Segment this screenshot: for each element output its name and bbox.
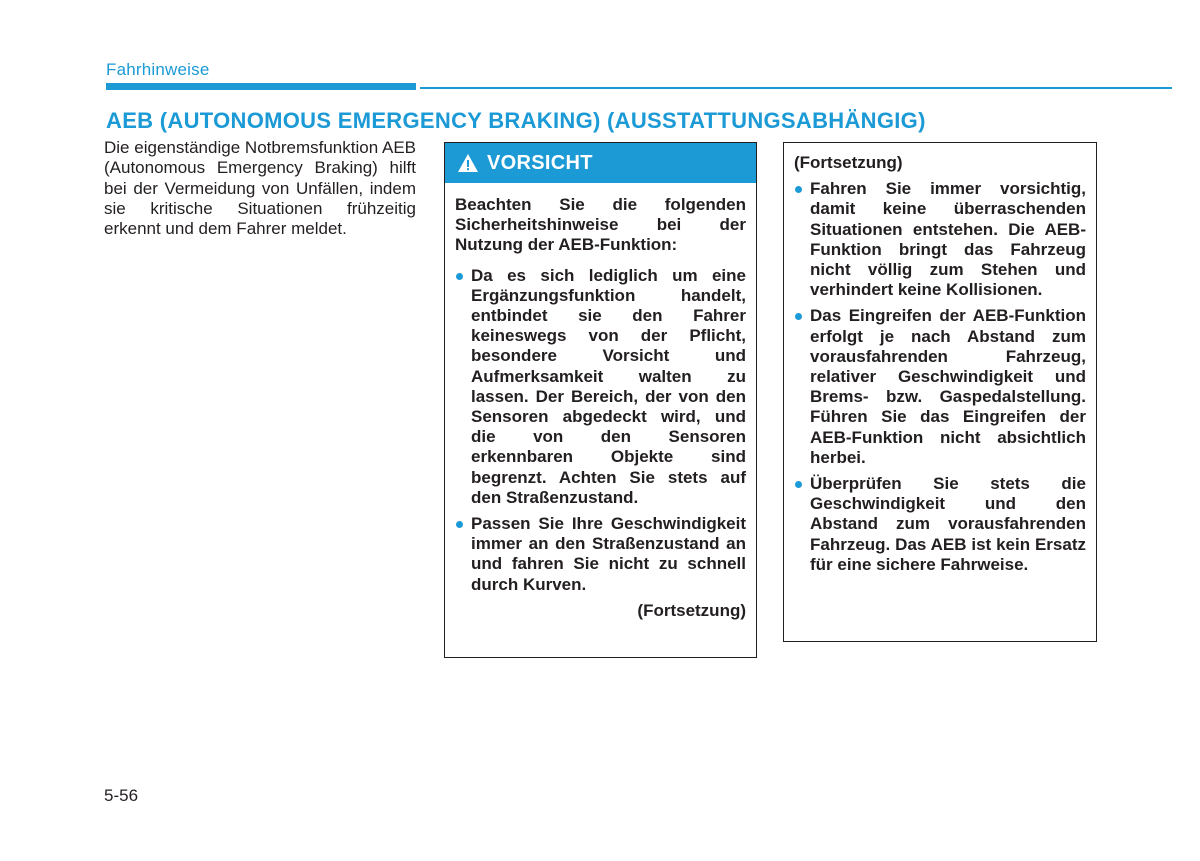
intro-paragraph: Die eigenständige Notbremsfunktion AEB (Autonomous Emergency Braking) hilft bei der Vermeidung von Unfällen, indem sie kritische Situationen frühzeitig erkennt und dem Fahrer meldet.	[104, 138, 416, 239]
continuation-bullet	[794, 306, 1086, 468]
warning-body	[445, 183, 756, 621]
warning-box	[444, 142, 757, 658]
warning-triangle-icon	[457, 153, 479, 173]
bullet-dot-icon	[795, 481, 802, 488]
warning-header	[445, 143, 756, 183]
warning-bullet-list	[455, 266, 746, 595]
continuation-bullet	[794, 179, 1086, 300]
continuation-bullet-text: Überprüfen Sie stets die Geschwindigkeit und den Abstand zum vorausfahrenden Fahrzeug. Das AEB ist kein Ersatz für eine sichere Fahrweise.	[810, 474, 1086, 574]
warning-bullet	[455, 266, 746, 508]
header-rule-thick	[106, 83, 416, 90]
warning-bullet	[455, 514, 746, 595]
page-title: AEB (AUTONOMOUS EMERGENCY BRAKING) (AUSSTATTUNGSABHÄNGIG)	[106, 108, 926, 133]
continuation-bullet	[794, 474, 1086, 575]
continued-label: (Fortsetzung)	[637, 600, 746, 620]
continuation-box	[783, 142, 1097, 642]
page-number: 5-56	[104, 786, 139, 805]
bullet-dot-icon	[795, 186, 802, 193]
continuation-bullet-list	[794, 179, 1086, 575]
bullet-dot-icon	[456, 521, 463, 528]
bullet-dot-icon	[795, 313, 802, 320]
continuation-heading: (Fortsetzung)	[794, 153, 903, 172]
warning-lead: Beachten Sie die folgenden Sicherheitshinweise bei der Nutzung der AEB-Funktion:	[455, 195, 746, 255]
bullet-dot-icon	[456, 273, 463, 280]
warning-bullet-text: Passen Sie Ihre Geschwindigkeit immer an den Straßenzustand an und fahren Sie nicht zu schnell durch Kurven.	[471, 514, 746, 594]
continuation-body	[784, 143, 1096, 575]
section-label: Fahrhinweise	[106, 60, 210, 79]
header-rule-thin	[420, 87, 1172, 89]
continuation-bullet-text: Fahren Sie immer vorsichtig, damit keine überraschenden Situationen entstehen. Die AEB-Funktion bringt das Fahrzeug nicht völlig zum Stehen und verhindert keine Kollisionen.	[810, 179, 1086, 300]
continuation-bullet-text: Das Eingreifen der AEB-Funktion erfolgt je nach Abstand zum vorausfahrenden Fahrzeug, relativer Geschwindigkeit und Brems- bzw. Gaspedalstellung. Führen Sie das Eingreifen der AEB-Funktion nicht absichtlich herbei.	[810, 306, 1086, 467]
warning-title: VORSICHT	[487, 151, 593, 174]
warning-bullet-text: Da es sich lediglich um eine Ergänzungsfunktion handelt, entbindet sie den Fahrer keineswegs von der Pflicht, besondere Vorsicht und Aufmerksamkeit walten zu lassen. Der Bereich, der von den Sensoren abgedeckt wird, und die von den Sensoren erkennbaren Objekte sind begrenzt. Achten Sie stets auf den Straßenzustand.	[471, 265, 746, 507]
